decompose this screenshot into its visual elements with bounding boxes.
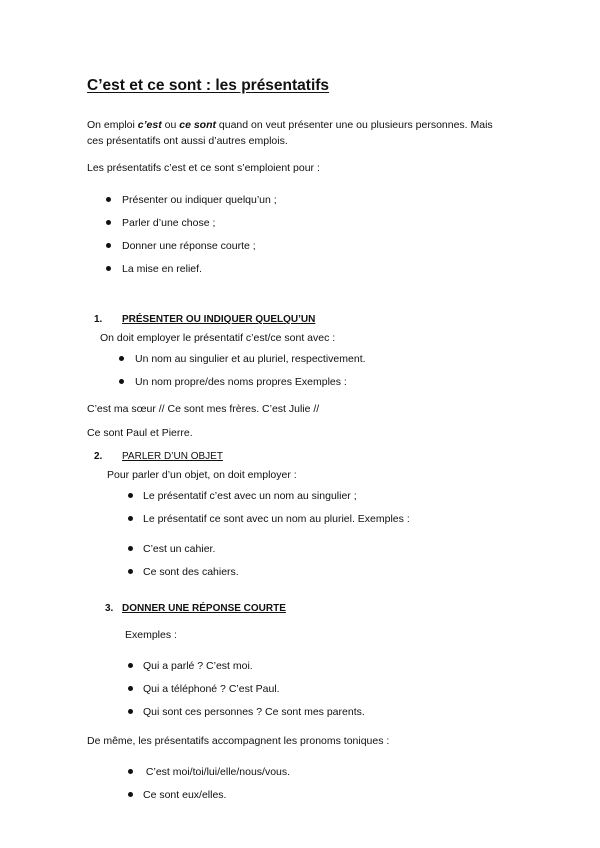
intro-text-1: On emploi — [87, 119, 138, 131]
section3-heading: DONNER UNE RÉPONSE COURTE — [122, 603, 286, 614]
section3-example: Qui a téléphoné ? C’est Paul. — [143, 683, 280, 695]
bullet-icon — [128, 493, 133, 498]
use-item: Donner une réponse courte ; — [122, 240, 256, 252]
bullet-icon — [128, 569, 133, 574]
intro-em-cesont: ce sont — [179, 119, 216, 131]
section1-heading: PRÉSENTER OU INDIQUER QUELQU’UN — [122, 314, 316, 325]
bullet-icon — [106, 266, 111, 271]
section2-intro: Pour parler d’un objet, on doit employer : — [107, 469, 297, 481]
page-title: C’est et ce sont : les présentatifs — [87, 77, 330, 94]
section2-bullet: Le présentatif c’est avec un nom au singulier ; — [143, 490, 357, 502]
section1-intro: On doit employer le présentatif c’est/ce sont avec : — [100, 332, 336, 344]
section2-number: 2. — [94, 451, 103, 462]
use-item: Présenter ou indiquer quelqu’un ; — [122, 194, 277, 206]
section2-heading: PARLER D’UN OBJET — [122, 451, 223, 462]
bullet-icon — [119, 356, 124, 361]
pronouns-bullet: Ce sont eux/elles. — [143, 789, 227, 801]
bullet-icon — [128, 769, 133, 774]
bullet-icon — [106, 197, 111, 202]
pronouns-intro: De même, les présentatifs accompagnent les pronoms toniques : — [87, 735, 390, 747]
intro-line-1 — [87, 118, 493, 132]
section3-examples-label: Exemples : — [125, 629, 177, 641]
section1-bullet: Un nom propre/des noms propres Exemples : — [135, 376, 347, 388]
section1-bullet: Un nom au singulier et au pluriel, respectivement. — [135, 353, 366, 365]
section3-number: 3. — [105, 603, 114, 614]
intro-text-2: ou — [161, 119, 180, 131]
section2-example: C’est un cahier. — [143, 543, 216, 555]
intro-em-cest: c’est — [137, 119, 162, 131]
intro-line-2: ces présentatifs ont aussi d’autres emplois. — [87, 135, 288, 147]
bullet-icon — [106, 243, 111, 248]
bullet-icon — [128, 686, 133, 691]
use-item: La mise en relief. — [122, 263, 202, 275]
uses-intro: Les présentatifs c’est et ce sont s’emploient pour : — [87, 162, 320, 174]
intro-text-3: quand on veut présenter une ou plusieurs personnes. Mais — [216, 119, 493, 131]
bullet-icon — [128, 792, 133, 797]
section1-number: 1. — [94, 314, 103, 325]
section3-example: Qui sont ces personnes ? Ce sont mes parents. — [143, 706, 365, 718]
section2-bullet: Le présentatif ce sont avec un nom au pluriel. Exemples : — [143, 513, 410, 525]
section1-example-2: Ce sont Paul et Pierre. — [87, 427, 193, 439]
pronouns-bullet: C’est moi/toi/lui/elle/nous/vous. — [143, 766, 291, 778]
section3-example: Qui a parlé ? C’est moi. — [143, 660, 253, 672]
bullet-icon — [106, 220, 111, 225]
bullet-icon — [128, 709, 133, 714]
bullet-icon — [128, 663, 133, 668]
use-item: Parler d’une chose ; — [122, 217, 216, 229]
section2-example: Ce sont des cahiers. — [143, 566, 239, 578]
bullet-icon — [128, 546, 133, 551]
section1-example-1: C’est ma sœur // Ce sont mes frères. C’est Julie // — [87, 403, 320, 415]
bullet-icon — [119, 379, 124, 384]
bullet-icon — [128, 516, 133, 521]
